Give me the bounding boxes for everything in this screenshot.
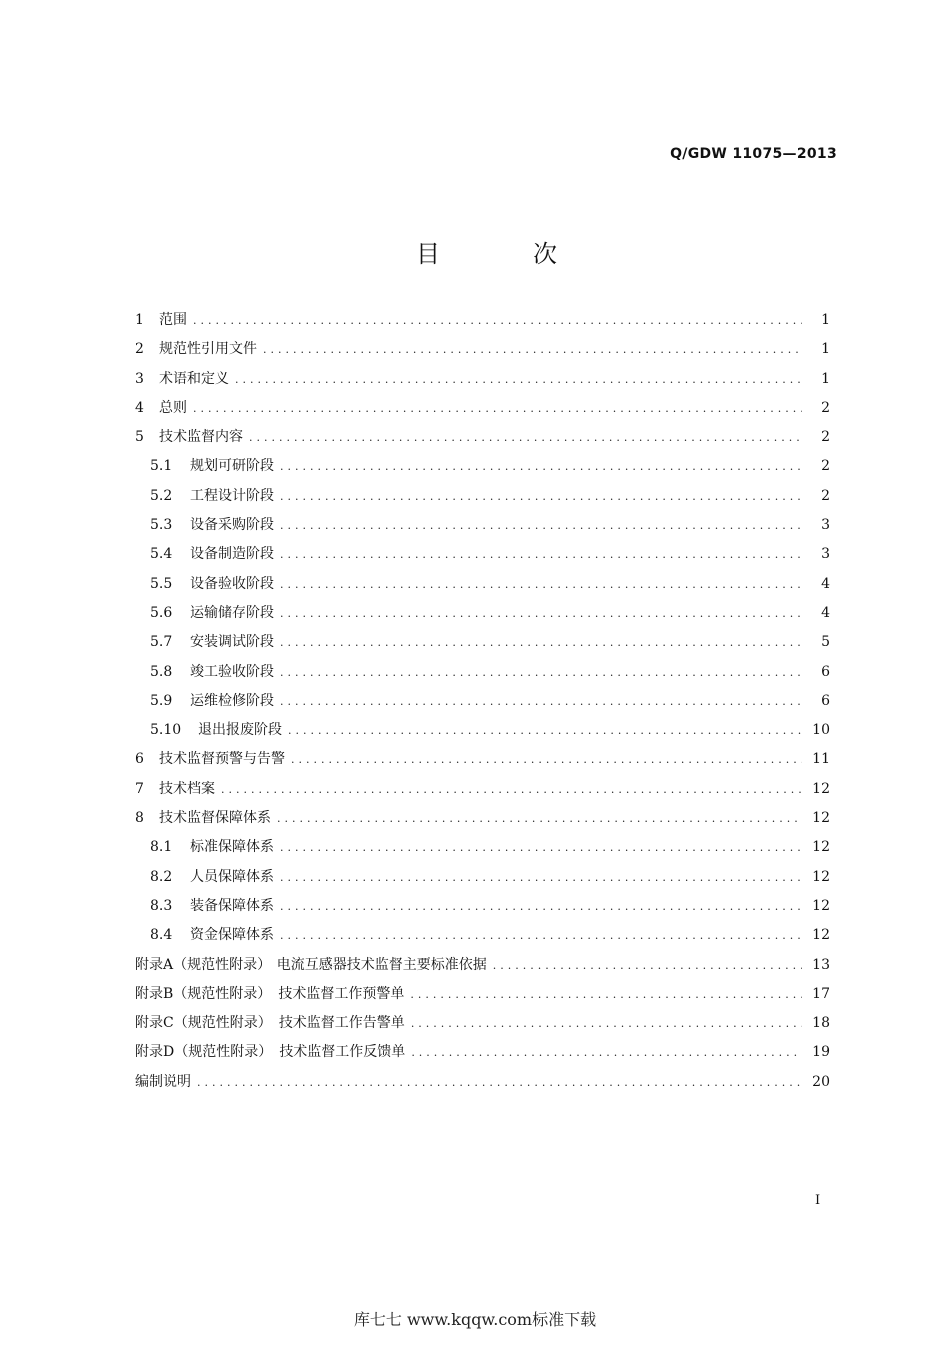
toc-entry-number: 3	[135, 370, 144, 387]
toc-entry-page: 1	[821, 341, 830, 358]
toc-entry[interactable]	[135, 1068, 830, 1097]
toc-entry-number: 5.6	[150, 604, 173, 621]
toc-entry-label: 人员保障体系	[190, 868, 274, 885]
toc-leader-dots	[280, 863, 802, 892]
toc-entry[interactable]	[135, 1038, 830, 1067]
toc-entry-page: 4	[821, 604, 830, 621]
toc-entry-label: 范围	[159, 312, 187, 328]
toc-leader-dots	[280, 570, 802, 599]
toc-entry-number: 4	[135, 399, 144, 416]
toc-entry-page: 6	[821, 692, 830, 709]
toc-entry-number: 5.5	[150, 575, 173, 592]
toc-entry-label: 技术监督预警与告警	[159, 751, 285, 768]
toc-leader-dots	[280, 687, 802, 716]
toc-entry[interactable]	[135, 980, 830, 1009]
toc-entry-label: 电流互感器技术监督主要标准依据	[276, 956, 487, 973]
toc-leader-dots	[280, 833, 802, 862]
toc-leader-dots	[280, 892, 802, 921]
toc-entry[interactable]	[135, 394, 830, 423]
toc-entry-number: 附录C（规范性附录）	[135, 1015, 272, 1032]
toc-entry[interactable]	[135, 863, 830, 892]
toc-leader-dots	[280, 482, 802, 511]
toc-leader-dots	[277, 804, 802, 833]
toc-entry[interactable]	[135, 365, 830, 394]
toc-entry-number: 附录D（规范性附录）	[135, 1044, 273, 1061]
toc-entry-number: 附录B（规范性附录）	[135, 985, 272, 1002]
toc-entry[interactable]	[135, 804, 830, 833]
toc-entry-number: 5.2	[150, 487, 173, 504]
toc-entry-number: 8.1	[150, 839, 173, 856]
toc-entry-number: 1	[135, 312, 144, 328]
page-number: I	[815, 1193, 821, 1208]
toc-entry-number: 2	[135, 341, 144, 358]
toc-entry-label: 工程设计阶段	[190, 487, 274, 504]
toc-entry-number: 附录A（规范性附录）	[135, 956, 272, 973]
toc-entry-label: 技术监督保障体系	[159, 810, 271, 827]
toc-entry-label: 运维检修阶段	[190, 692, 274, 709]
toc-entry-page: 12	[812, 810, 830, 827]
toc-entry-page: 10	[812, 722, 830, 739]
toc-entry-page: 1	[821, 370, 830, 387]
toc-entry-number: 5.10	[150, 722, 182, 739]
toc-entry-label: 技术监督内容	[159, 429, 243, 446]
toc-entry-label: 运输储存阶段	[190, 604, 274, 621]
toc-entry-page: 20	[812, 1073, 830, 1090]
toc-leader-dots	[280, 628, 802, 657]
toc-entry[interactable]	[135, 716, 830, 745]
toc-leader-dots	[280, 658, 802, 687]
toc-leader-dots	[493, 951, 802, 980]
toc-entry-label: 设备采购阶段	[190, 517, 274, 534]
toc-entry-number: 5.4	[150, 546, 173, 563]
toc-entry-label: 资金保障体系	[190, 927, 274, 944]
toc-entry-label: 退出报废阶段	[198, 722, 282, 739]
toc-leader-dots	[411, 1009, 802, 1038]
toc-leader-dots	[288, 716, 802, 745]
toc-entry[interactable]	[135, 452, 830, 481]
toc-leader-dots	[280, 511, 802, 540]
toc-entry-number: 8.4	[150, 927, 173, 944]
toc-leader-dots	[411, 1038, 802, 1067]
toc-entry-label: 标准保障体系	[190, 839, 274, 856]
toc-entry-number: 5.8	[150, 663, 173, 680]
toc-leader-dots	[410, 980, 802, 1009]
table-of-contents	[135, 306, 830, 1097]
toc-title-char-1: 目	[416, 240, 440, 268]
toc-entry-label: 技术监督工作反馈单	[279, 1044, 406, 1061]
toc-entry-page: 12	[812, 927, 830, 944]
toc-entry[interactable]	[135, 658, 830, 687]
toc-leader-dots	[193, 306, 802, 335]
toc-entry-page: 3	[821, 517, 830, 534]
toc-entry-page: 2	[821, 487, 830, 504]
toc-entry-label: 技术监督工作告警单	[278, 1015, 405, 1032]
toc-entry-page: 13	[812, 956, 830, 973]
toc-entry-page: 2	[821, 429, 830, 446]
toc-entry-page: 12	[812, 839, 830, 856]
toc-entry[interactable]	[135, 921, 830, 950]
toc-entry-page: 12	[812, 897, 830, 914]
toc-entry-label: 设备验收阶段	[190, 575, 274, 592]
toc-entry-page: 1	[821, 312, 830, 328]
toc-entry-page: 4	[821, 575, 830, 592]
toc-entry[interactable]	[135, 335, 830, 364]
toc-leader-dots	[235, 365, 802, 394]
toc-entry[interactable]	[135, 599, 830, 628]
toc-entry-number: 5.9	[150, 692, 173, 709]
toc-entry-number: 8.2	[150, 868, 173, 885]
toc-entry-page: 5	[821, 634, 830, 651]
toc-entry[interactable]	[135, 951, 830, 980]
toc-entry-page: 18	[812, 1015, 830, 1032]
toc-entry-page: 12	[812, 780, 830, 797]
toc-entry[interactable]	[135, 1009, 830, 1038]
toc-entry-label: 竣工验收阶段	[190, 663, 274, 680]
toc-entry-page: 2	[821, 399, 830, 416]
toc-leader-dots	[263, 335, 802, 364]
toc-entry-label: 规划可研阶段	[190, 458, 274, 475]
toc-entry-page: 17	[812, 985, 830, 1002]
toc-entry-label: 规范性引用文件	[159, 341, 257, 358]
toc-entry[interactable]	[135, 775, 830, 804]
toc-entry[interactable]	[135, 833, 830, 862]
toc-entry-label: 设备制造阶段	[190, 546, 274, 563]
toc-entry-page: 12	[812, 868, 830, 885]
toc-entry-page: 11	[812, 751, 830, 768]
toc-leader-dots	[193, 394, 802, 423]
toc-leader-dots	[280, 599, 802, 628]
toc-entry-label: 安装调试阶段	[190, 634, 274, 651]
toc-entry[interactable]	[135, 482, 830, 511]
toc-entry-number: 5	[135, 429, 144, 446]
toc-entry-label: 术语和定义	[159, 370, 229, 387]
toc-title-char-2: 次	[533, 240, 557, 268]
toc-leader-dots	[280, 921, 802, 950]
toc-entry-number: 8.3	[150, 897, 173, 914]
toc-entry-number: 8	[135, 810, 144, 827]
toc-entry-label: 装备保障体系	[190, 897, 274, 914]
toc-entry[interactable]	[135, 687, 830, 716]
toc-entry-number: 5.1	[150, 458, 173, 475]
toc-leader-dots	[280, 452, 802, 481]
toc-entry-page: 3	[821, 546, 830, 563]
toc-entry[interactable]	[135, 745, 830, 774]
toc-entry[interactable]	[135, 511, 830, 540]
toc-entry[interactable]	[135, 423, 830, 452]
toc-leader-dots	[280, 540, 802, 569]
document-code: Q/GDW 11075—2013	[670, 146, 837, 162]
toc-entry-page: 6	[821, 663, 830, 680]
toc-entry-label: 技术监督工作预警单	[278, 985, 405, 1002]
toc-entry[interactable]	[135, 306, 830, 335]
toc-entry[interactable]	[135, 570, 830, 599]
toc-leader-dots	[291, 745, 802, 774]
toc-entry[interactable]	[135, 540, 830, 569]
toc-entry-number: 5.3	[150, 517, 173, 534]
toc-leader-dots	[249, 423, 802, 452]
toc-entry-page: 19	[812, 1044, 830, 1061]
toc-entry-label: 总则	[159, 399, 187, 416]
toc-entry-label: 技术档案	[159, 780, 215, 797]
toc-entry-label: 编制说明	[135, 1073, 191, 1090]
toc-entry-page: 2	[821, 458, 830, 475]
toc-entry-number: 5.7	[150, 634, 173, 651]
toc-leader-dots	[197, 1068, 802, 1097]
toc-leader-dots	[221, 775, 802, 804]
toc-entry-number: 7	[135, 780, 144, 797]
toc-entry-number: 6	[135, 751, 144, 768]
footer-watermark[interactable]: 库七七 www.kqqw.com标准下载	[353, 1310, 597, 1329]
toc-entry[interactable]	[135, 628, 830, 657]
toc-entry[interactable]	[135, 892, 830, 921]
